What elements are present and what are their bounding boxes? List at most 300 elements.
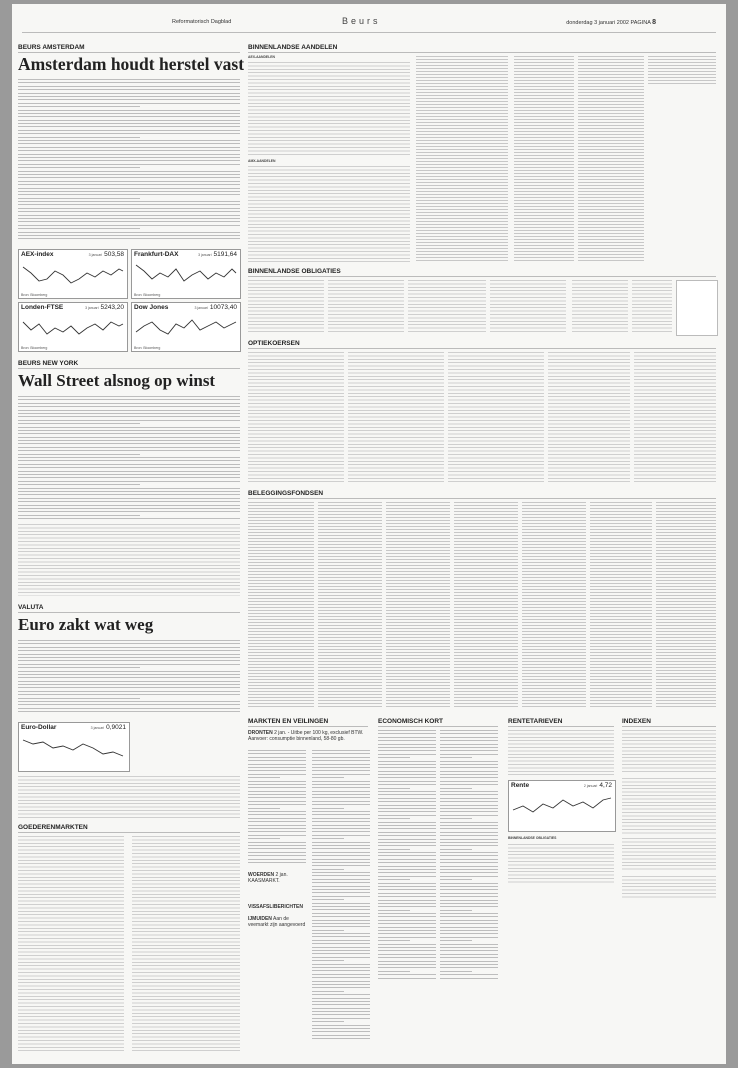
- text-line: [440, 754, 498, 755]
- text-line: [440, 944, 498, 945]
- text-line: [18, 704, 240, 705]
- text-line: [312, 903, 370, 904]
- text-line: [312, 811, 370, 812]
- text-line: [312, 1035, 370, 1036]
- text-line: [248, 804, 306, 805]
- text-line: [440, 920, 498, 921]
- text-line: [18, 691, 240, 692]
- text-line: [18, 133, 240, 134]
- text-line: [248, 852, 306, 853]
- text-line: [248, 750, 306, 751]
- text-line: [440, 964, 498, 965]
- text-line: [18, 86, 240, 87]
- text-line: [18, 467, 240, 468]
- text-line: [440, 798, 498, 799]
- headline-newyork: Wall Street alsnog op winst: [18, 371, 216, 390]
- text-line: [18, 208, 240, 209]
- text-line: [18, 154, 240, 155]
- text-line: [440, 815, 498, 816]
- page-header: [22, 14, 716, 33]
- text-line: [18, 157, 240, 158]
- table-overige-aandelen-3: [578, 56, 644, 262]
- text-line: [312, 936, 370, 937]
- text-line: [378, 781, 436, 782]
- text-line: [18, 494, 240, 495]
- text-line: [440, 825, 498, 826]
- text-line: [312, 1001, 370, 1002]
- text-line: [312, 872, 370, 873]
- text-line: [312, 991, 344, 992]
- table-staatsleningen: [248, 280, 324, 334]
- text-line: [312, 896, 370, 897]
- text-line: [312, 1004, 370, 1005]
- text-line: [312, 875, 370, 876]
- text-line: [440, 852, 498, 853]
- text-line: [440, 761, 498, 762]
- text-line: [312, 787, 370, 788]
- text-line: [378, 896, 436, 897]
- text-line: [18, 484, 140, 485]
- text-line: [248, 821, 306, 822]
- table-indexen-1: [622, 730, 716, 774]
- text-line: [378, 903, 436, 904]
- text-line: [248, 842, 306, 843]
- text-line: [18, 657, 240, 658]
- text-line: [248, 753, 306, 754]
- text-line: [18, 160, 240, 161]
- chart-line-rente: [511, 790, 613, 822]
- table-indexen-2: [622, 778, 716, 834]
- text-line: [378, 859, 436, 860]
- table-fondsen-3: [386, 502, 450, 708]
- chart-line-aex: [21, 259, 125, 289]
- table-overige-aandelen-2: [514, 56, 574, 262]
- table-fondsen-2: [318, 502, 382, 708]
- text-line: [312, 943, 370, 944]
- article-text-amsterdam: [18, 79, 240, 242]
- text-line: [18, 211, 240, 212]
- section-label-optiekoersen: OPTIEKOERSEN: [248, 340, 300, 347]
- text-line: [18, 515, 140, 516]
- text-line: [440, 930, 498, 931]
- text-line: [312, 964, 370, 965]
- text-line: [440, 957, 498, 958]
- text-line: [440, 889, 498, 890]
- table-obligaties-2: [328, 280, 404, 334]
- text-line: [312, 855, 370, 856]
- markten-woerden: WOERDEN 2 jan. KAASMARKT.: [248, 872, 288, 884]
- text-line: [18, 477, 240, 478]
- text-line: [312, 859, 370, 860]
- text-line: [312, 753, 370, 754]
- text-line: [312, 940, 370, 941]
- text-line: [440, 771, 498, 772]
- text-line: [440, 839, 498, 840]
- text-line: [248, 828, 306, 829]
- text-line: [440, 937, 498, 938]
- table-fondsen-7: [656, 502, 716, 708]
- text-line: [18, 116, 240, 117]
- text-line: [378, 761, 436, 762]
- text-line: [440, 876, 498, 877]
- text-line: [378, 947, 436, 948]
- chart-line-eurodollar: [21, 732, 127, 762]
- text-line: [312, 848, 370, 849]
- text-line: [378, 883, 436, 884]
- section-label-valuta: VALUTA: [18, 604, 44, 611]
- text-line: [312, 835, 370, 836]
- divider: [248, 52, 716, 53]
- divider: [622, 726, 716, 727]
- text-line: [312, 791, 370, 792]
- table-amx-aandelen: [248, 166, 410, 262]
- text-line: [18, 143, 240, 144]
- text-line: [378, 815, 436, 816]
- text-line: [312, 957, 370, 958]
- text-line: [440, 855, 498, 856]
- text-line: [312, 852, 370, 853]
- text-line: [378, 913, 436, 914]
- markten-ijmuiden: IJMUIDEN Aan de veemarkt zijn aangevoerd: [248, 916, 306, 928]
- section-label-goederen: GOEDERENMARKTEN: [18, 824, 88, 831]
- text-line: [18, 235, 240, 236]
- headline-amsterdam: Amsterdam houdt herstel vast: [18, 54, 245, 74]
- text-line: [312, 1031, 370, 1032]
- text-line: [378, 764, 436, 765]
- text-line: [248, 797, 306, 798]
- text-line: [440, 832, 498, 833]
- text-line: [312, 960, 344, 961]
- divider: [248, 498, 716, 499]
- divider: [378, 726, 498, 727]
- text-line: [440, 737, 498, 738]
- text-line: [312, 909, 370, 910]
- text-line: [18, 654, 240, 655]
- text-line: [378, 791, 436, 792]
- text-line: [18, 511, 240, 512]
- text-line: [18, 413, 240, 414]
- text-line: [312, 1021, 344, 1022]
- section-label-binnenlandse-aandelen: BINNENLANDSE AANDELEN: [248, 44, 338, 51]
- text-line: [378, 933, 436, 934]
- text-line: [378, 740, 436, 741]
- text-line: [18, 427, 240, 428]
- text-line: [248, 794, 306, 795]
- text-line: [312, 797, 370, 798]
- text-line: [312, 764, 370, 765]
- table-fondsen-6: [590, 502, 652, 708]
- text-line: [312, 923, 370, 924]
- text-line: [378, 744, 436, 745]
- chart-ftse: Londen-FTSE 3 januari 5243,20 Bron: Bloomberg: [18, 302, 128, 352]
- text-line: [440, 900, 498, 901]
- chart-dow: Dow Jones 3 januari 10073,40 Bron: Bloomberg: [131, 302, 241, 352]
- table-obligaties-4: [490, 280, 566, 334]
- text-line: [312, 930, 344, 931]
- text-line: [378, 733, 436, 734]
- text-line: [440, 862, 498, 863]
- text-line: [18, 650, 240, 651]
- text-line: [248, 838, 280, 839]
- text-line: [440, 896, 498, 897]
- text-line: [378, 808, 436, 809]
- text-line: [378, 788, 410, 789]
- text-line: [312, 892, 370, 893]
- markten-text-col1: [248, 750, 306, 865]
- text-line: [18, 184, 240, 185]
- text-line: [312, 916, 370, 917]
- text-line: [18, 410, 240, 411]
- text-line: [378, 852, 436, 853]
- text-line: [440, 893, 498, 894]
- chart-dax: Frankfurt-DAX 3 januari 5191,64 Bron: Bloomberg: [131, 249, 241, 299]
- text-line: [312, 879, 370, 880]
- text-line: [18, 447, 240, 448]
- text-line: [18, 491, 240, 492]
- text-line: [18, 194, 240, 195]
- text-line: [248, 862, 306, 863]
- divider: [18, 832, 240, 833]
- text-line: [440, 869, 498, 870]
- text-line: [248, 767, 306, 768]
- text-line: [18, 113, 240, 114]
- text-line: [440, 811, 498, 812]
- text-line: [312, 987, 370, 988]
- text-line: [312, 757, 370, 758]
- text-line: [378, 866, 436, 867]
- text-line: [18, 399, 240, 400]
- text-line: [18, 647, 240, 648]
- table-rente-obligaties: [508, 844, 614, 884]
- divider: [508, 726, 614, 727]
- text-line: [378, 927, 436, 928]
- text-line: [312, 760, 370, 761]
- text-line: [440, 788, 472, 789]
- text-line: [312, 794, 370, 795]
- text-line: [248, 757, 306, 758]
- text-line: [18, 140, 240, 141]
- text-line: [312, 770, 370, 771]
- text-line: [248, 808, 280, 809]
- text-line: [312, 828, 370, 829]
- table-obligaties-3: [408, 280, 486, 334]
- text-line: [312, 926, 370, 927]
- text-line: [18, 103, 240, 104]
- text-line: [378, 937, 436, 938]
- text-line: [312, 974, 370, 975]
- text-line: [18, 677, 240, 678]
- text-line: [248, 814, 306, 815]
- text-line: [378, 798, 436, 799]
- publication-name: Reformatorisch Dagblad: [172, 19, 232, 25]
- text-line: [378, 906, 436, 907]
- table-opties-3: [448, 352, 544, 484]
- text-line: [378, 893, 436, 894]
- text-line: [440, 903, 498, 904]
- text-line: [312, 950, 370, 951]
- article-text-valuta: [18, 640, 240, 715]
- text-line: [440, 886, 498, 887]
- text-line: [440, 835, 498, 836]
- text-line: [18, 501, 240, 502]
- text-line: [248, 760, 306, 761]
- text-line: [18, 671, 240, 672]
- text-line: [378, 957, 436, 958]
- box-afkortingen: [676, 280, 718, 336]
- text-line: [18, 201, 240, 202]
- economisch-kort-col1: [378, 730, 436, 981]
- text-line: [440, 767, 498, 768]
- markten-text-col2: [312, 750, 370, 1042]
- text-line: [312, 1018, 370, 1019]
- text-line: [378, 869, 436, 870]
- text-line: [378, 954, 436, 955]
- text-line: [312, 906, 370, 907]
- chart-line-dax: [134, 259, 238, 289]
- divider: [18, 368, 240, 369]
- text-line: [312, 750, 370, 751]
- text-line: [18, 433, 240, 434]
- divider: [248, 348, 716, 349]
- text-line: [312, 825, 370, 826]
- text-line: [312, 821, 370, 822]
- text-line: [440, 849, 472, 850]
- text-line: [18, 89, 240, 90]
- text-line: [18, 221, 240, 222]
- divider: [18, 612, 240, 613]
- text-line: [378, 971, 410, 972]
- text-line: [312, 777, 344, 778]
- chart-value: 503,58: [104, 251, 124, 258]
- text-line: [18, 505, 240, 506]
- table-grootste-stijgers: [572, 280, 628, 334]
- text-line: [378, 849, 410, 850]
- text-line: [18, 137, 140, 138]
- text-line: [248, 818, 306, 819]
- text-line: [440, 916, 498, 917]
- text-line: [312, 889, 370, 890]
- text-line: [440, 947, 498, 948]
- text-line: [312, 1011, 370, 1012]
- text-line: [18, 474, 240, 475]
- headline-valuta: Euro zakt wat weg: [18, 615, 154, 634]
- section-label-rentetarieven: RENTETARIEVEN: [508, 718, 563, 725]
- text-line: [18, 99, 240, 100]
- text-line: [312, 967, 370, 968]
- text-line: [378, 828, 436, 829]
- text-line: [248, 855, 306, 856]
- text-line: [378, 730, 436, 731]
- text-line: [312, 984, 370, 985]
- text-line: [18, 93, 240, 94]
- text-line: [378, 845, 436, 846]
- newspaper-page: [12, 4, 726, 1064]
- text-line: [18, 437, 240, 438]
- text-line: [440, 961, 498, 962]
- text-line: [18, 640, 240, 641]
- text-line: [18, 416, 240, 417]
- text-line: [312, 1014, 370, 1015]
- text-line: [18, 454, 140, 455]
- text-line: [18, 498, 240, 499]
- text-line: [440, 872, 498, 873]
- text-line: [18, 420, 240, 421]
- text-line: [248, 845, 306, 846]
- text-line: [18, 481, 240, 482]
- text-line: [378, 978, 436, 979]
- text-line: [248, 811, 306, 812]
- text-line: [440, 733, 498, 734]
- text-line: [18, 443, 240, 444]
- text-line: [440, 750, 498, 751]
- text-line: [440, 822, 498, 823]
- text-line: [440, 747, 498, 748]
- text-line: [312, 767, 370, 768]
- text-line: [312, 1038, 370, 1039]
- text-line: [248, 831, 306, 832]
- text-line: [312, 804, 370, 805]
- page-date: donderdag 3 januari 2002 PAGINA 8: [566, 19, 656, 26]
- section-label-newyork: BEURS NEW YORK: [18, 360, 79, 367]
- text-line: [18, 460, 240, 461]
- section-name: Beurs: [342, 16, 381, 26]
- currency-table: [18, 776, 240, 818]
- economisch-kort-col2: [440, 730, 498, 981]
- text-line: [18, 423, 140, 424]
- chart-title: AEX-index: [21, 251, 54, 258]
- text-line: [440, 974, 498, 975]
- text-line: [18, 508, 240, 509]
- text-line: [18, 396, 240, 397]
- table-aex-aandelen: [248, 62, 410, 156]
- text-line: [18, 471, 240, 472]
- chart-rente: Rente 2 januari 4,72: [508, 780, 616, 832]
- text-line: [440, 950, 498, 951]
- text-line: [440, 764, 498, 765]
- subheader-amx-aandelen: AMX-AANDELEN: [248, 159, 276, 163]
- text-line: [312, 933, 370, 934]
- text-line: [378, 771, 436, 772]
- text-line: [18, 191, 240, 192]
- text-line: [378, 754, 436, 755]
- text-line: [248, 791, 306, 792]
- text-line: [18, 215, 240, 216]
- text-line: [312, 913, 370, 914]
- text-line: [312, 808, 344, 809]
- text-line: [18, 518, 240, 519]
- text-line: [378, 964, 436, 965]
- text-line: [440, 801, 498, 802]
- text-line: [248, 781, 306, 782]
- text-line: [312, 781, 370, 782]
- text-line: [18, 687, 240, 688]
- text-line: [378, 750, 436, 751]
- text-line: [378, 747, 436, 748]
- text-line: [18, 406, 240, 407]
- text-line: [378, 822, 436, 823]
- text-line: [18, 150, 240, 151]
- text-line: [312, 953, 370, 954]
- section-label-indexen: INDEXEN: [622, 718, 651, 725]
- table-fondsen-4: [454, 502, 518, 708]
- text-line: [440, 781, 498, 782]
- text-line: [248, 764, 306, 765]
- table-indexen-4: [622, 876, 716, 898]
- text-line: [440, 791, 498, 792]
- text-line: [248, 774, 306, 775]
- stock-table-newyork: [18, 524, 240, 596]
- text-line: [378, 900, 436, 901]
